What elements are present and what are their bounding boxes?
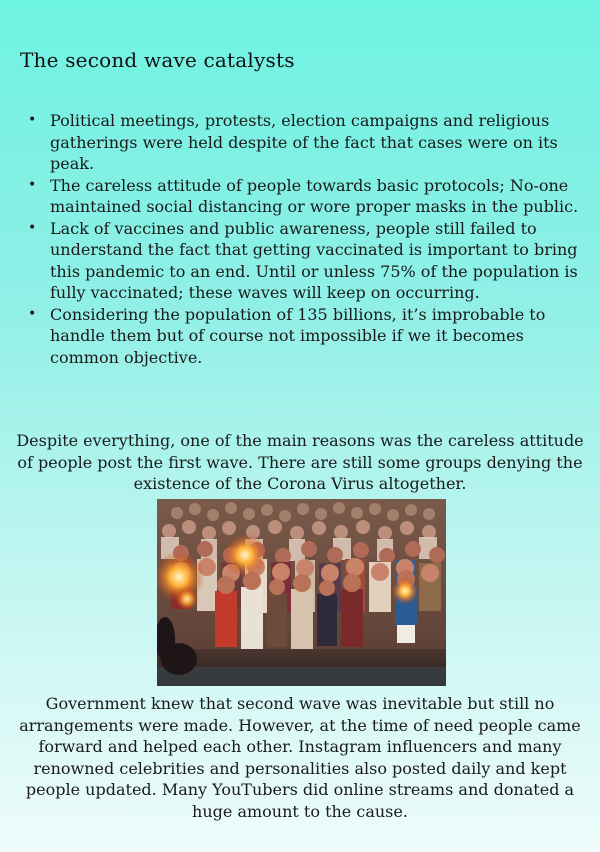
list-item bbox=[28, 110, 588, 175]
list-item-text: Lack of vaccines and public awareness, people still failed to understand the fact that getting vaccinated is important to bring this pandemic to an end. Until or unless 75% of the population is fully vaccinated; these waves will keep on occurring. bbox=[50, 218, 578, 302]
page-title: The second wave catalysts bbox=[20, 48, 295, 72]
list-item-text: Political meetings, protests, election campaigns and religious gatherings were held despite of the fact that cases were on its peak. bbox=[50, 111, 558, 173]
bullet-dot-icon: • bbox=[28, 176, 37, 193]
catalyst-list bbox=[28, 110, 588, 368]
list-item-text: Considering the population of 135 billions, it’s improbable to handle them but of course not impossible if we it becomes common objective. bbox=[50, 304, 546, 367]
crowd-gathering-photo bbox=[157, 499, 446, 686]
paragraph-careless-attitude: Despite everything, one of the main reasons was the careless attitude of people post the first wave. There are still some groups denying the existence of the Corona Virus altogether. bbox=[16, 431, 584, 493]
list-item bbox=[28, 304, 588, 369]
list-item bbox=[28, 175, 588, 218]
list-item bbox=[28, 218, 588, 304]
bullet-dot-icon: • bbox=[28, 219, 37, 236]
paragraph-government-response: Government knew that second wave was inevitable but still no arrangements were made. However, at the time of need people came forward and helped each other. Instagram influencers and many renowned celebrities and personalities also posted daily and kept people updated. Many YouTubers did online streams and donated a huge amount to the cause. bbox=[19, 694, 581, 821]
list-item-text: The careless attitude of people towards basic protocols; No-one maintained social distancing or wore proper masks in the public. bbox=[50, 175, 579, 216]
bullet-dot-icon: • bbox=[28, 305, 37, 322]
bullet-dot-icon: • bbox=[28, 112, 37, 128]
